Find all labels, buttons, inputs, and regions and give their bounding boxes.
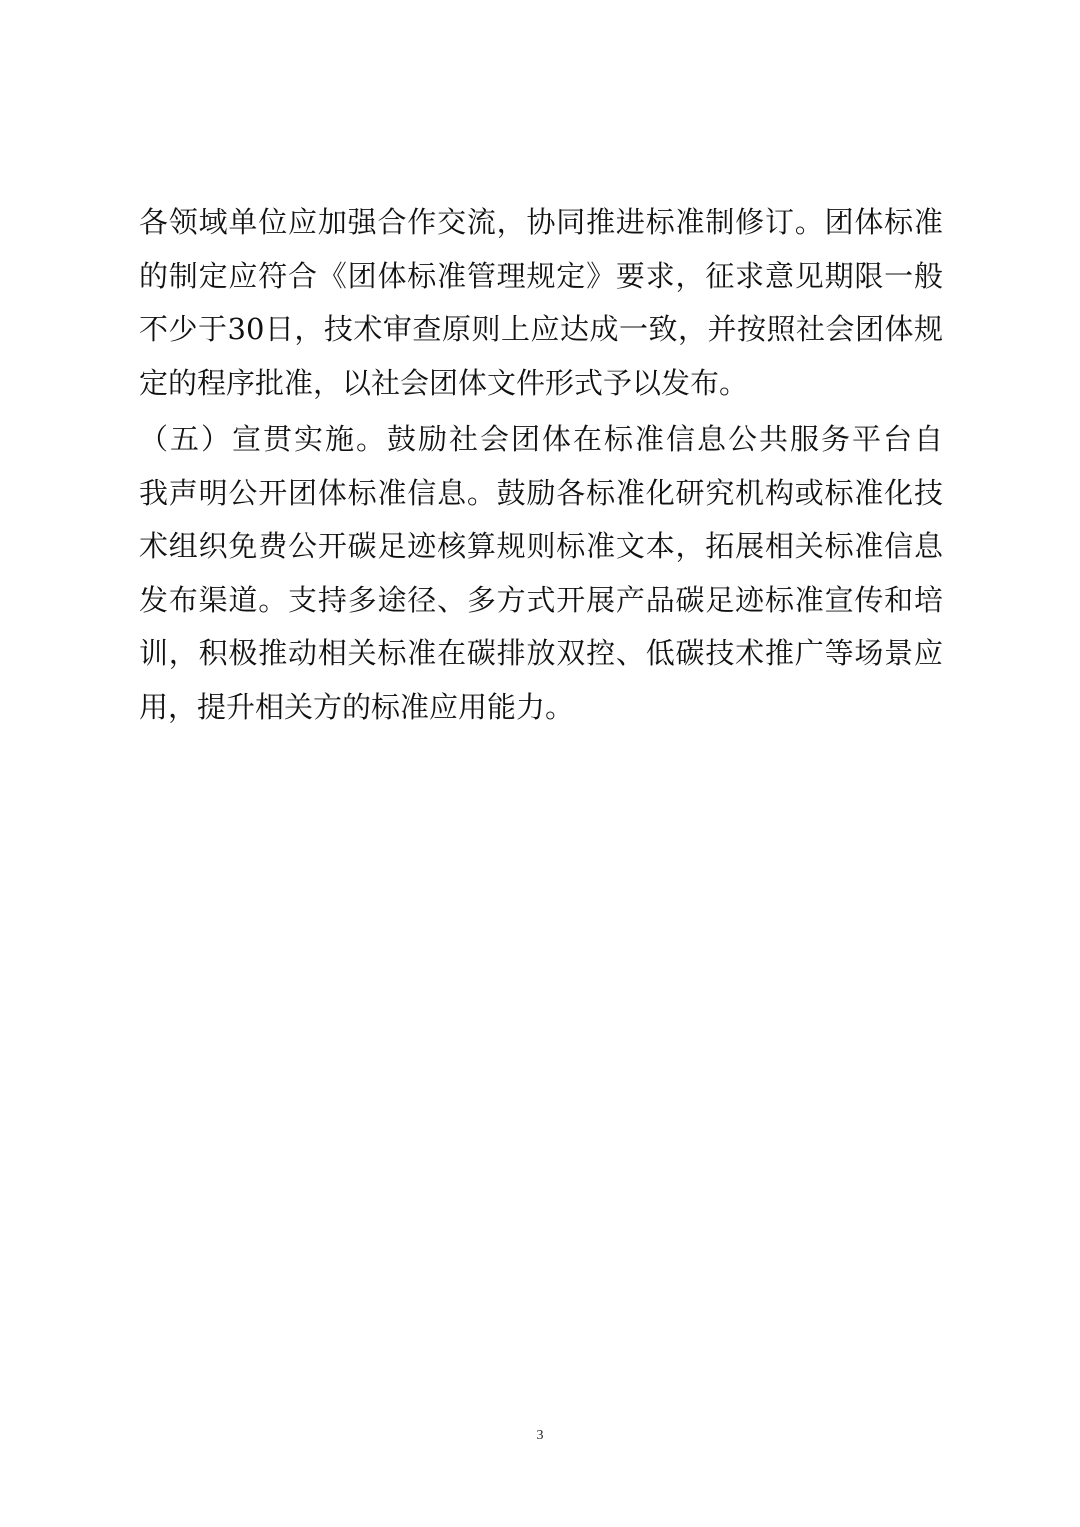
page-number: 3 (536, 1428, 544, 1443)
body-text (139, 196, 943, 734)
text-line: 各领域单位应加强合作交流，协同推进标准制修订。团体标准 (139, 205, 943, 239)
text-line: 发布渠道。支持多途径、多方式开展产品碳足迹标准宣传和培 (139, 582, 943, 617)
text-line: 我声明公开团体标准信息。鼓励各标准化研究机构或标准化技 (139, 475, 943, 510)
text-line: 不少于30日，技术审查原则上应达成一致，并按照社会团体规 (139, 312, 943, 346)
text-line: 的制定应符合《团体标准管理规定》要求，征求意见期限一般 (139, 258, 943, 293)
text-line: 用，提升相关方的标准应用能力。 (139, 689, 575, 724)
text-line: 术组织免费公开碳足迹核算规则标准文本，拓展相关标准信息 (139, 529, 943, 563)
text-line: 训，积极推动相关标准在碳排放双控、低碳技术推广等场景应 (139, 636, 943, 670)
paragraph-start-line: （五）宣贯实施。鼓励社会团体在标准信息公共服务平台自 (139, 422, 943, 456)
text-line: 定的程序批准，以社会团体文件形式予以发布。 (139, 365, 749, 400)
